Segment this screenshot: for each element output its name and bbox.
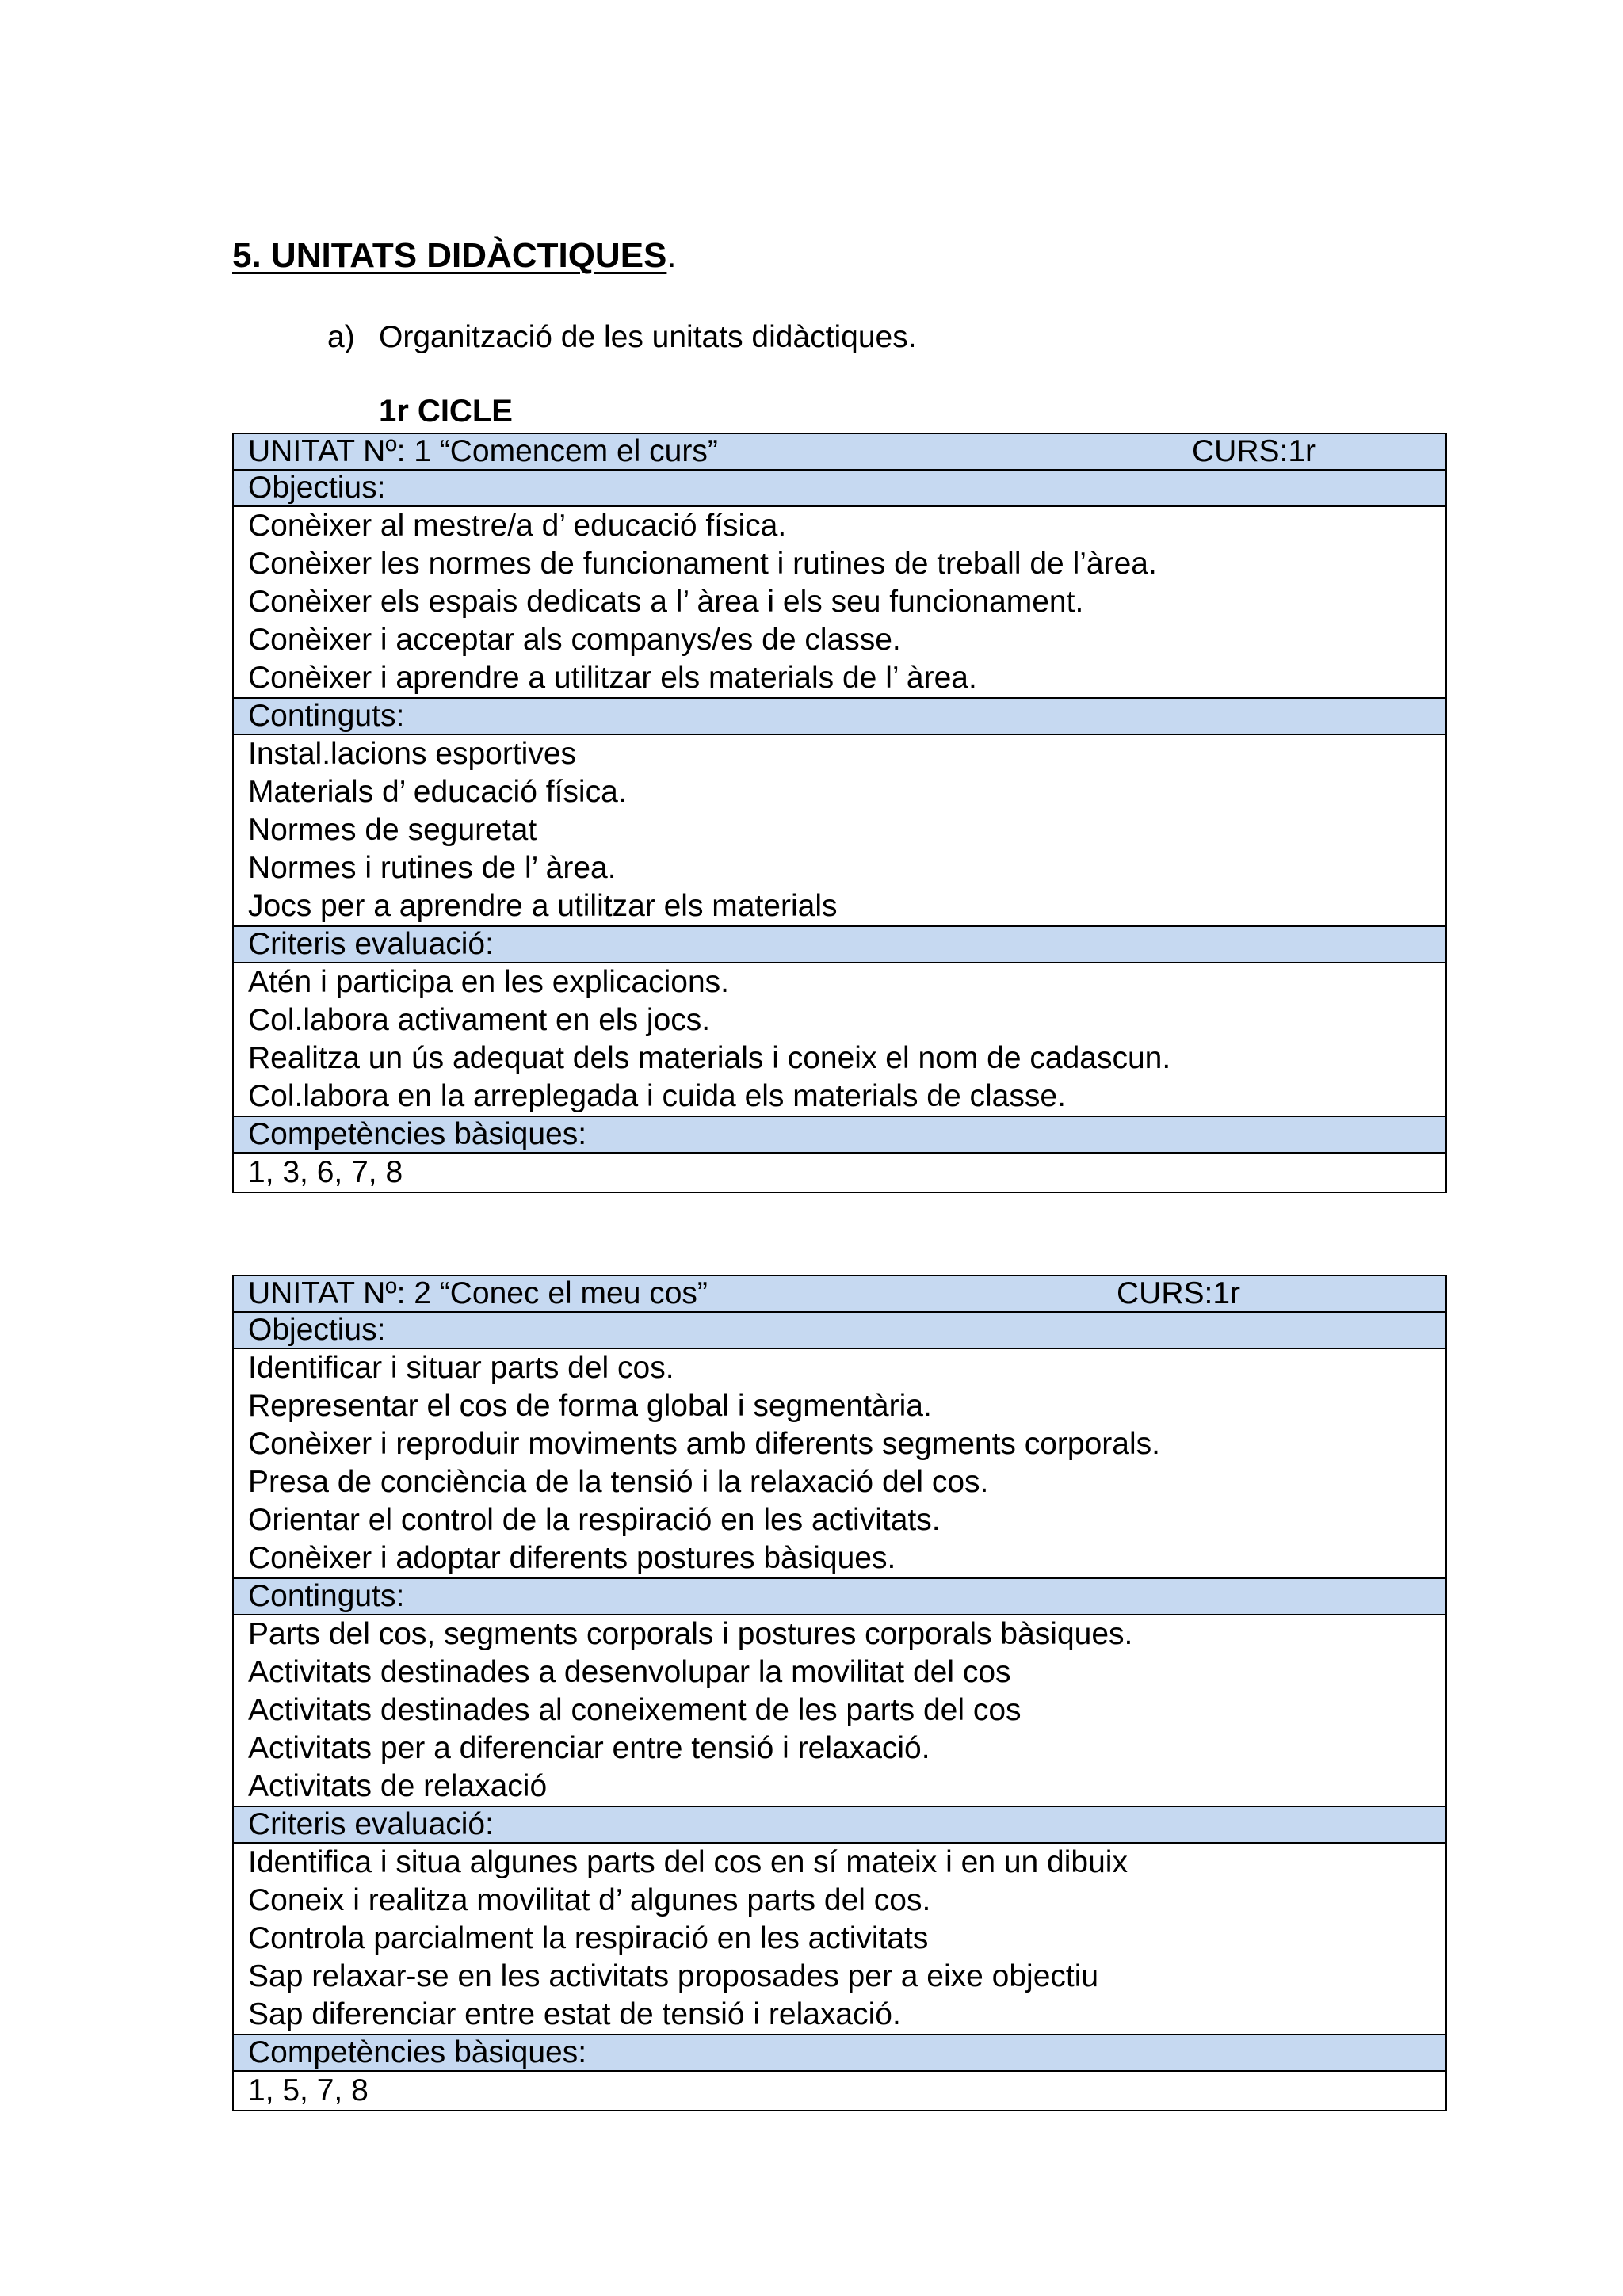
unit-title-row bbox=[233, 1276, 1446, 1312]
unit-curs: CURS:1r bbox=[1192, 434, 1316, 468]
section-heading-text: 5. UNITATS DIDÀCTIQUES bbox=[232, 236, 667, 275]
objectius-list bbox=[233, 506, 1446, 698]
list-item: Representar el cos de forma global i segmentària. bbox=[248, 1389, 932, 1423]
objectius-list bbox=[233, 1348, 1446, 1578]
section-heading bbox=[232, 236, 677, 276]
criteris-header: Criteris evaluació: bbox=[233, 926, 1446, 963]
cycle-label: 1r CICLE bbox=[379, 394, 513, 429]
list-marker: a) bbox=[327, 320, 355, 354]
list-item: Conèixer i aprendre a utilitzar els materials de l’ àrea. bbox=[248, 661, 977, 695]
list-item: Materials d’ educació física. bbox=[248, 775, 627, 809]
list-item: Coneix i realitza movilitat d’ algunes parts del cos. bbox=[248, 1883, 931, 1917]
criteris-header: Criteris evaluació: bbox=[233, 1806, 1446, 1843]
list-item: Sap diferenciar entre estat de tensió i relaxació. bbox=[248, 1997, 901, 2031]
continguts-list bbox=[233, 734, 1446, 926]
continguts-header: Continguts: bbox=[233, 1578, 1446, 1615]
list-item: Sap relaxar-se en les activitats proposades per a eixe objectiu bbox=[248, 1959, 1099, 1993]
objectius-header: Objectius: bbox=[233, 470, 1446, 506]
list-item: Conèixer i reproduir moviments amb diferents segments corporals. bbox=[248, 1427, 1160, 1461]
unit-title: UNITAT Nº: 1 “Comencem el curs” bbox=[248, 434, 718, 468]
list-item: Identificar i situar parts del cos. bbox=[248, 1351, 674, 1385]
unit-table-1 bbox=[232, 433, 1447, 1193]
competencies-value: 1, 5, 7, 8 bbox=[233, 2071, 1446, 2111]
unit-title-row bbox=[233, 433, 1446, 470]
list-item: Conèixer i acceptar als companys/es de classe. bbox=[248, 623, 901, 657]
criteris-list bbox=[233, 963, 1446, 1116]
list-item: Normes i rutines de l’ àrea. bbox=[248, 851, 617, 885]
list-item: Activitats destinades al coneixement de les parts del cos bbox=[248, 1693, 1022, 1727]
list-item: Col.labora en la arreplegada i cuida els materials de classe. bbox=[248, 1079, 1066, 1113]
list-item: Conèixer al mestre/a d’ educació física. bbox=[248, 509, 787, 543]
list-item: Activitats destinades a desenvolupar la movilitat del cos bbox=[248, 1655, 1011, 1689]
list-item: Parts del cos, segments corporals i postures corporals bàsiques. bbox=[248, 1617, 1133, 1651]
unit-curs: CURS:1r bbox=[1117, 1276, 1241, 1310]
list-item: Controla parcialment la respiració en les activitats bbox=[248, 1921, 929, 1955]
list-item: Presa de conciència de la tensió i la relaxació del cos. bbox=[248, 1465, 989, 1499]
list-item: Activitats per a diferenciar entre tensió i relaxació. bbox=[248, 1731, 930, 1765]
subsection-text: Organització de les unitats didàctiques. bbox=[379, 320, 917, 354]
list-item: Conèixer els espais dedicats a l’ àrea i els seu funcionament. bbox=[248, 585, 1084, 619]
competencies-value: 1, 3, 6, 7, 8 bbox=[233, 1153, 1446, 1192]
continguts-list bbox=[233, 1615, 1446, 1806]
list-item: Activitats de relaxació bbox=[248, 1769, 548, 1803]
competencies-header: Competències bàsiques: bbox=[233, 2035, 1446, 2071]
list-item: Atén i participa en les explicacions. bbox=[248, 965, 729, 999]
list-item: Jocs per a aprendre a utilitzar els materials bbox=[248, 889, 838, 923]
subsection-heading bbox=[327, 320, 917, 355]
list-item: Conèixer les normes de funcionament i rutines de treball de l’àrea. bbox=[248, 547, 1157, 581]
section-heading-trail: . bbox=[666, 236, 677, 275]
list-item: Conèixer i adoptar diferents postures bàsiques. bbox=[248, 1541, 896, 1575]
list-item: Instal.lacions esportives bbox=[248, 737, 577, 771]
unit-table-2 bbox=[232, 1275, 1447, 2111]
criteris-list bbox=[233, 1843, 1446, 2035]
list-item: Col.labora activament en els jocs. bbox=[248, 1003, 711, 1037]
list-item: Realitza un ús adequat dels materials i coneix el nom de cadascun. bbox=[248, 1041, 1171, 1075]
unit-title: UNITAT Nº: 2 “Conec el meu cos” bbox=[248, 1276, 708, 1310]
list-item: Normes de seguretat bbox=[248, 813, 537, 847]
list-item: Identifica i situa algunes parts del cos en sí mateix i en un dibuix bbox=[248, 1845, 1128, 1879]
competencies-header: Competències bàsiques: bbox=[233, 1116, 1446, 1153]
continguts-header: Continguts: bbox=[233, 698, 1446, 734]
objectius-header: Objectius: bbox=[233, 1312, 1446, 1348]
list-item: Orientar el control de la respiració en les activitats. bbox=[248, 1503, 941, 1537]
